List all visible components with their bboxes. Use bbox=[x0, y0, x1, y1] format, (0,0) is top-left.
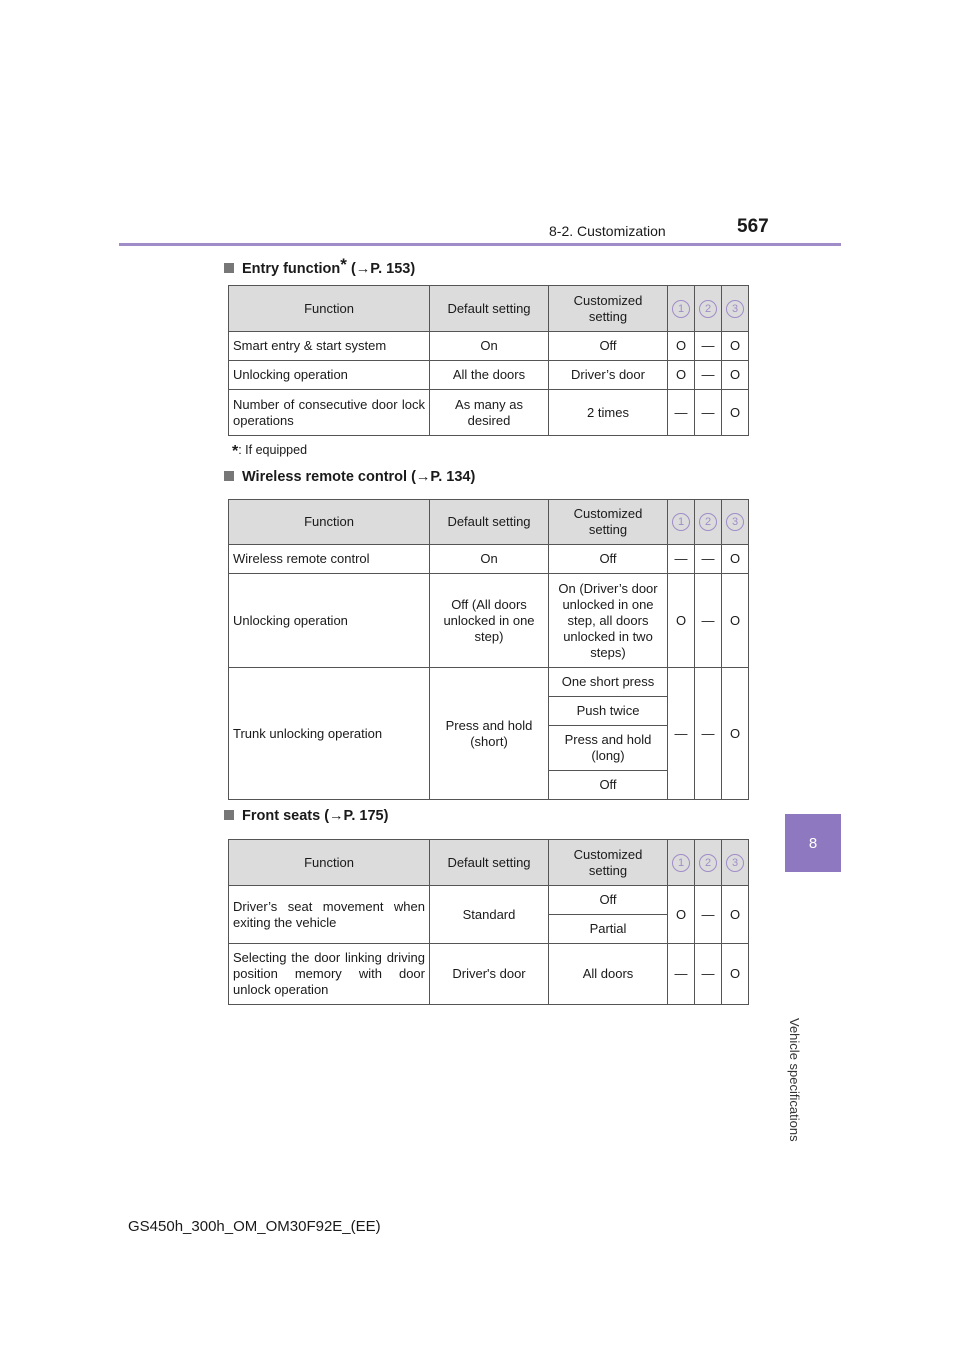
cell-function: Smart entry & start system bbox=[229, 332, 430, 361]
square-bullet-icon bbox=[224, 471, 234, 481]
circled-2-icon: 2 bbox=[699, 513, 717, 531]
table-row bbox=[229, 390, 749, 436]
front-table bbox=[228, 839, 749, 1005]
table-header-row bbox=[229, 840, 749, 886]
wireless-table bbox=[228, 499, 749, 800]
table-row bbox=[229, 668, 749, 697]
front-ref[interactable]: (→P. 175) bbox=[324, 808, 389, 824]
page-number: 567 bbox=[737, 216, 769, 237]
circled-2-icon: 2 bbox=[699, 300, 717, 318]
cell-c1: O bbox=[668, 332, 695, 361]
cell-function: Unlocking operation bbox=[229, 361, 430, 390]
entry-table bbox=[228, 285, 749, 436]
section-title: 8-2. Customization bbox=[549, 223, 666, 239]
chapter-tab: 8 bbox=[785, 814, 841, 872]
square-bullet-icon bbox=[224, 263, 234, 273]
cell-function: Wireless remote control bbox=[229, 545, 430, 574]
header-rule bbox=[119, 243, 841, 246]
cell-default: Off (All doors unlocked in one step) bbox=[430, 574, 549, 668]
cell-custom: Off bbox=[549, 771, 668, 800]
entry-ref[interactable]: (→P. 153) bbox=[350, 261, 416, 277]
cell-function: Driver’s seat movement when exiting the vehicle bbox=[229, 886, 430, 944]
entry-heading bbox=[224, 255, 415, 277]
circled-2-icon: 2 bbox=[699, 854, 717, 872]
cell-c1: O bbox=[668, 574, 695, 668]
square-bullet-icon bbox=[224, 810, 234, 820]
cell-c1: O bbox=[668, 886, 695, 944]
cell-function: Number of consecutive door lock operations bbox=[229, 390, 430, 436]
cell-c3: O bbox=[722, 668, 749, 800]
cell-custom: Off bbox=[549, 545, 668, 574]
header-col1 bbox=[668, 500, 695, 545]
cell-default: Press and hold (short) bbox=[430, 668, 549, 800]
table-row bbox=[229, 944, 749, 1005]
header-default: Default setting bbox=[430, 500, 549, 545]
cell-c1: — bbox=[668, 668, 695, 800]
cell-default: Standard bbox=[430, 886, 549, 944]
header-col2 bbox=[695, 840, 722, 886]
cell-function: Trunk unlocking operation bbox=[229, 668, 430, 800]
cell-c3: O bbox=[722, 361, 749, 390]
header-default: Default setting bbox=[430, 840, 549, 886]
cell-custom: On (Driver’s door unlocked in one step, all doors unlocked in two steps) bbox=[549, 574, 668, 668]
cell-custom: Off bbox=[549, 332, 668, 361]
cell-custom: Driver’s door bbox=[549, 361, 668, 390]
cell-c1: — bbox=[668, 545, 695, 574]
document-code: GS450h_300h_OM_OM30F92E_(EE) bbox=[128, 1218, 381, 1235]
cell-c2: — bbox=[695, 574, 722, 668]
front-title: Front seats bbox=[242, 808, 321, 824]
circled-1-icon: 1 bbox=[672, 300, 690, 318]
header-custom: Customized setting bbox=[549, 840, 668, 886]
table-row bbox=[229, 332, 749, 361]
cell-default: Driver's door bbox=[430, 944, 549, 1005]
cell-c2: — bbox=[695, 390, 722, 436]
circled-1-icon: 1 bbox=[672, 513, 690, 531]
cell-c3: O bbox=[722, 944, 749, 1005]
cell-c2: — bbox=[695, 944, 722, 1005]
entry-title: Entry function bbox=[242, 261, 341, 277]
table-row bbox=[229, 361, 749, 390]
cell-c1: — bbox=[668, 390, 695, 436]
front-heading bbox=[224, 808, 388, 824]
cell-c1: — bbox=[668, 944, 695, 1005]
cell-c3: O bbox=[722, 545, 749, 574]
cell-c2: — bbox=[695, 668, 722, 800]
cell-custom: One short press bbox=[549, 668, 668, 697]
wireless-ref[interactable]: (→P. 134) bbox=[411, 469, 476, 485]
header-col2 bbox=[695, 286, 722, 332]
header-function: Function bbox=[229, 500, 430, 545]
chapter-label-text: Vehicle specifications bbox=[787, 1018, 802, 1142]
cell-c2: — bbox=[695, 545, 722, 574]
header-col3 bbox=[722, 840, 749, 886]
table-header-row bbox=[229, 286, 749, 332]
footnote-star: * bbox=[232, 443, 239, 460]
cell-c3: O bbox=[722, 390, 749, 436]
header-col1 bbox=[668, 840, 695, 886]
cell-c1: O bbox=[668, 361, 695, 390]
wireless-heading bbox=[224, 469, 475, 485]
circled-3-icon: 3 bbox=[726, 300, 744, 318]
cell-c3: O bbox=[722, 574, 749, 668]
cell-c2: — bbox=[695, 886, 722, 944]
header-col3 bbox=[722, 500, 749, 545]
table-row bbox=[229, 574, 749, 668]
cell-default: All the doors bbox=[430, 361, 549, 390]
table-header-row bbox=[229, 500, 749, 545]
cell-function: Selecting the door linking driving position memory with door unlock operation bbox=[229, 944, 430, 1005]
cell-c3: O bbox=[722, 886, 749, 944]
header-col1 bbox=[668, 286, 695, 332]
footnote-text: : If equipped bbox=[238, 443, 308, 457]
header-function: Function bbox=[229, 286, 430, 332]
cell-c2: — bbox=[695, 361, 722, 390]
cell-default: As many as desired bbox=[430, 390, 549, 436]
footnote bbox=[232, 443, 307, 461]
wireless-title: Wireless remote control bbox=[242, 469, 408, 485]
table-row bbox=[229, 886, 749, 915]
cell-function: Unlocking operation bbox=[229, 574, 430, 668]
circled-3-icon: 3 bbox=[726, 513, 744, 531]
circled-3-icon: 3 bbox=[726, 854, 744, 872]
cell-default: On bbox=[430, 332, 549, 361]
header-custom: Customized setting bbox=[549, 286, 668, 332]
cell-custom: Off bbox=[549, 886, 668, 915]
cell-default: On bbox=[430, 545, 549, 574]
header-col3 bbox=[722, 286, 749, 332]
cell-custom: Push twice bbox=[549, 697, 668, 726]
entry-star: * bbox=[340, 255, 347, 274]
cell-custom: 2 times bbox=[549, 390, 668, 436]
header-function: Function bbox=[229, 840, 430, 886]
circled-1-icon: 1 bbox=[672, 854, 690, 872]
table-row bbox=[229, 545, 749, 574]
cell-custom: Partial bbox=[549, 915, 668, 944]
header-col2 bbox=[695, 500, 722, 545]
cell-c2: — bbox=[695, 332, 722, 361]
header-default: Default setting bbox=[430, 286, 549, 332]
cell-c3: O bbox=[722, 332, 749, 361]
header-custom: Customized setting bbox=[549, 500, 668, 545]
cell-custom: Press and hold (long) bbox=[549, 726, 668, 771]
cell-custom: All doors bbox=[549, 944, 668, 1005]
